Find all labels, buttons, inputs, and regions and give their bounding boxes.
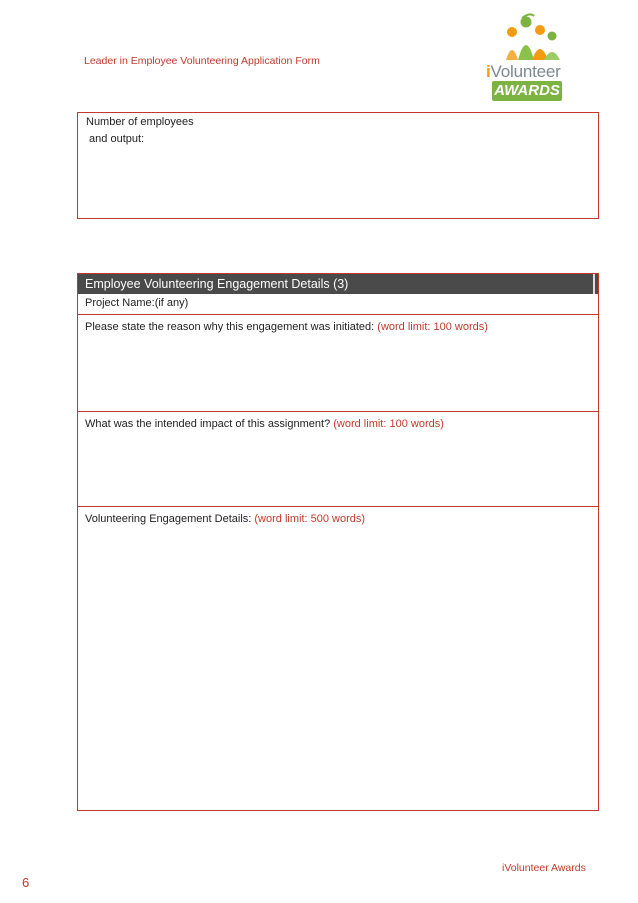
impact-word-limit: (word limit: 100 words): [333, 418, 444, 430]
page-number: 6: [22, 875, 30, 890]
ivolunteer-awards-logo: [482, 12, 574, 104]
table-heading: Employee Volunteering Engagement Details (3): [78, 274, 598, 294]
project-name-label: Project Name:(if any): [85, 297, 189, 309]
engagement-details-word-limit: (word limit: 500 words): [254, 513, 366, 525]
employees-output-box[interactable]: [77, 112, 599, 219]
reason-word-limit: (word limit: 100 words): [377, 321, 488, 333]
reason-field[interactable]: [78, 314, 598, 411]
engagement-details-label: Volunteering Engagement Details:: [85, 513, 255, 525]
table-heading-divider: [593, 274, 595, 294]
logo-awards-badge: AWARDS: [492, 81, 562, 101]
impact-field[interactable]: [78, 411, 598, 506]
employees-label: Number of employees: [86, 116, 194, 128]
impact-label: What was the intended impact of this assignment?: [85, 418, 334, 430]
engagement-details-table: [77, 273, 599, 811]
reason-label: Please state the reason why this engagement was initiated:: [85, 321, 378, 333]
output-label: and output:: [86, 133, 145, 145]
project-name-field[interactable]: [78, 294, 598, 314]
ivolunteer-logo-icon: [482, 12, 574, 64]
form-header-title: Leader in Employee Volunteering Application Form: [84, 55, 320, 67]
engagement-details-field[interactable]: [78, 506, 598, 810]
footer-brand: iVolunteer Awards: [502, 862, 586, 874]
logo-wordmark: iVolunteer: [486, 62, 561, 81]
